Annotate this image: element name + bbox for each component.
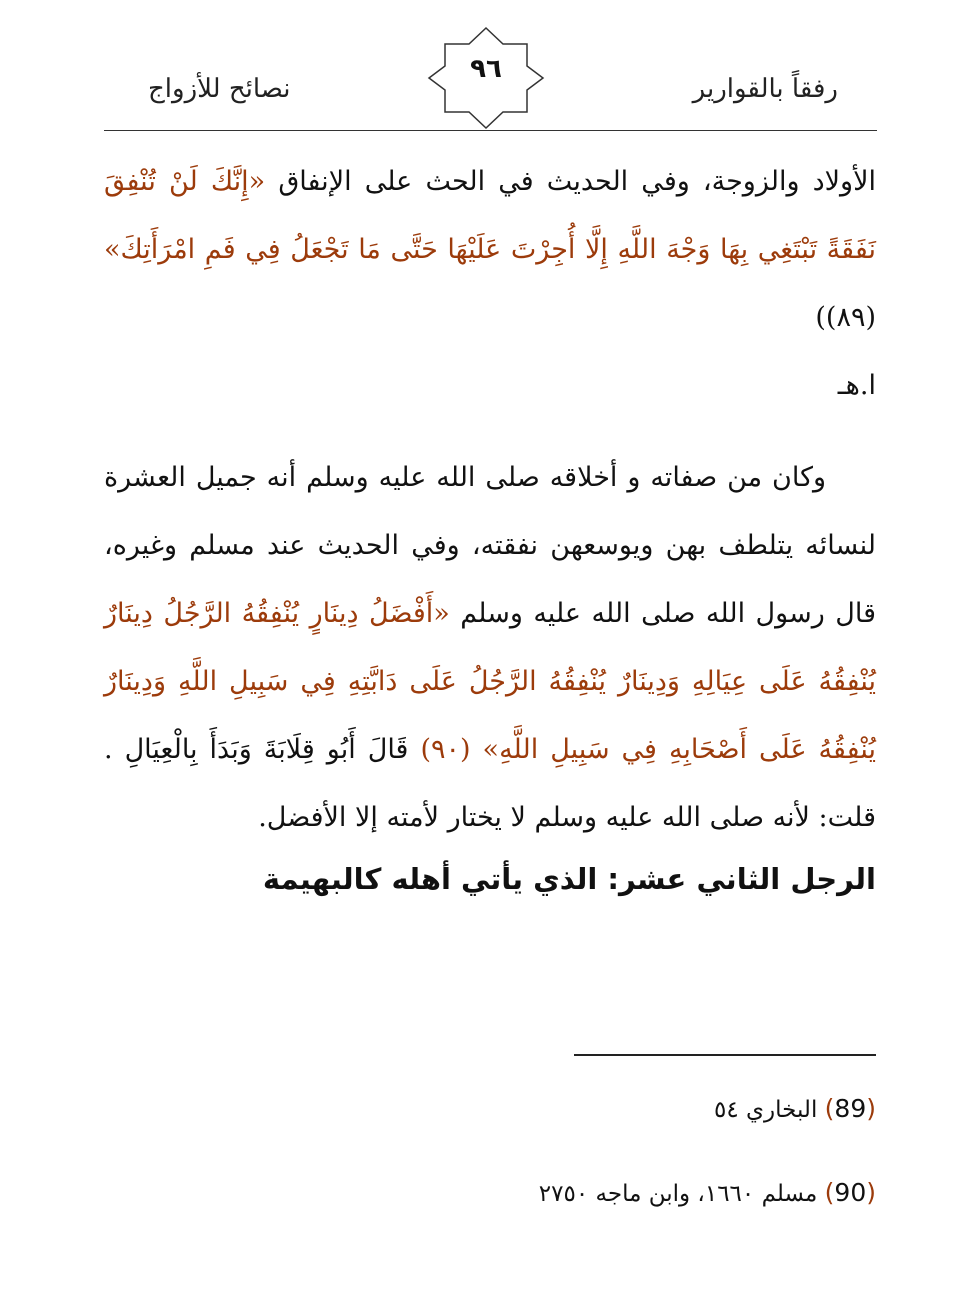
- page-number: ٩٦: [470, 54, 502, 84]
- footnote-marker: (89): [824, 1094, 876, 1123]
- page-number-badge: [427, 26, 545, 130]
- paragraph-1: [104, 148, 876, 352]
- page-header: [0, 0, 980, 140]
- footnote-marker: (90): [824, 1178, 876, 1207]
- paragraph-gap: [104, 420, 876, 444]
- paragraph-2-intro: وكان من صفاته و أخلاقه صلى الله عليه وسلم أنه جميل العشرة لنسائه يتلطف بهن ويوسعهن نفقته، وفي الحديث عند مسلم وغيره، قال رسول الله صلى الله عليه وسلم: [104, 462, 876, 629]
- paragraph-2-tail: قَالَ أَبُو قِلَابَةَ وَبَدَأَ بِالْعِيَالِ . قلت: لأنه صلى الله عليه وسلم لا يختار لأمته إلا الأفضل.: [104, 734, 876, 833]
- header-divider: [104, 130, 877, 131]
- section-heading: الرجل الثاني عشر: الذي يأتي أهله كالبهيمة: [262, 862, 876, 896]
- paragraph-2: [104, 444, 876, 852]
- paragraph-1-end: ا.هـ: [837, 370, 876, 401]
- running-title-book: رفقاً بالقوارير: [692, 74, 838, 104]
- footnote-ref-89[interactable]: (٨٩)): [815, 302, 876, 333]
- footnote-divider: [574, 1054, 876, 1056]
- main-text: [104, 148, 876, 852]
- hadith-quote-89: «إِنَّكَ لَنْ تُنْفِقَ نَفَقَةً تَبْتَغِي بِهَا وَجْهَ اللَّهِ إِلَّا أُجِرْتَ عَلَيْهَا حَتَّى مَا تَجْعَلُ فِي فَمِ امْرَأَتِكَ»: [104, 166, 876, 265]
- running-title-chapter: نصائح للأزواج: [148, 74, 291, 104]
- footnote-text: البخاري ٥٤: [714, 1097, 818, 1123]
- footnote-90: [276, 1178, 876, 1207]
- footnote-89: [276, 1094, 876, 1123]
- footnote-ref-90[interactable]: (٩٠): [420, 734, 483, 765]
- footnote-text: مسلم ١٦٦٠، وابن ماجه ٢٧٥٠: [538, 1181, 818, 1207]
- paragraph-1-intro: الأولاد والزوجة، وفي الحديث في الحث على الإنفاق: [265, 166, 876, 197]
- hadith-quote-90: «أَفْضَلُ دِينَارٍ يُنْفِقُهُ الرَّجُلُ دِينَارٌ يُنْفِقُهُ عَلَى عِيَالِهِ وَدِينَارٌ يُنْفِقُهُ الرَّجُلُ عَلَى دَابَّتِهِ فِي سَبِيلِ اللَّهِ وَدِينَارٌ يُنْفِقُهُ عَلَى أَصْحَابِهِ فِي سَبِيلِ اللَّهِ»: [104, 598, 877, 765]
